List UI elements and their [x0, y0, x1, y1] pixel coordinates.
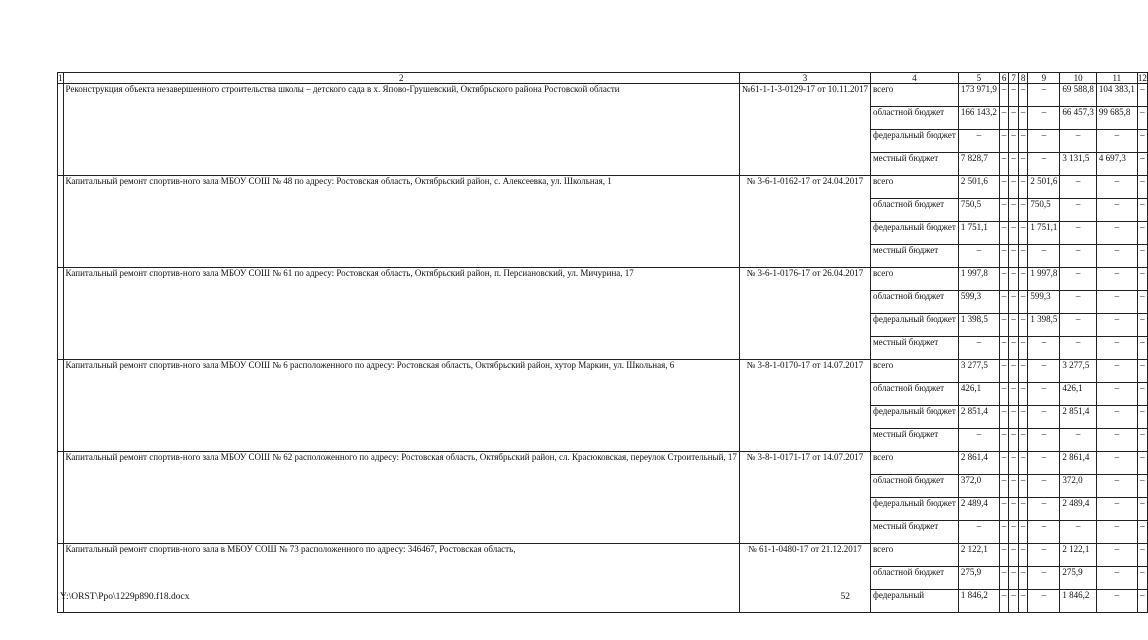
value-cell: –: [1018, 452, 1028, 475]
funding-source-cell: областной бюджет: [870, 567, 958, 590]
value-cell: –: [1028, 521, 1060, 544]
table-row: [58, 360, 1148, 383]
value-cell: –: [1009, 406, 1019, 429]
value-cell: –: [1009, 268, 1019, 291]
funding-source-cell: областной бюджет: [870, 199, 958, 222]
value-cell: 2 489,4: [1060, 498, 1097, 521]
value-cell: –: [1137, 406, 1147, 429]
value-cell: 2 851,4: [1060, 406, 1097, 429]
column-header: 9: [1028, 73, 1060, 84]
footer-page-number: 52: [840, 592, 850, 602]
value-cell: –: [1009, 383, 1019, 406]
column-header: 3: [739, 73, 870, 84]
value-cell: –: [958, 130, 999, 153]
column-header: 5: [958, 73, 999, 84]
value-cell: 2 489,4: [958, 498, 999, 521]
value-cell: –: [999, 429, 1009, 452]
value-cell: 1 997,8: [1028, 268, 1060, 291]
value-cell: –: [1096, 130, 1137, 153]
value-cell: 1 751,1: [958, 222, 999, 245]
value-cell: –: [1096, 176, 1137, 199]
value-cell: 4 697,3: [1096, 153, 1137, 176]
value-cell: –: [1009, 590, 1019, 613]
value-cell: 3 277,5: [1060, 360, 1097, 383]
value-cell: 173 971,9: [958, 84, 999, 107]
value-cell: –: [1018, 268, 1028, 291]
value-cell: –: [1096, 429, 1137, 452]
value-cell: –: [999, 475, 1009, 498]
value-cell: –: [1137, 199, 1147, 222]
value-cell: –: [958, 245, 999, 268]
value-cell: 1 398,5: [958, 314, 999, 337]
funding-source-cell: областной бюджет: [870, 107, 958, 130]
value-cell: –: [1018, 222, 1028, 245]
footer-file-path: Y:\ORST\Ppo\1229p890.f18.docx: [60, 592, 190, 602]
value-cell: –: [1060, 268, 1097, 291]
value-cell: –: [1060, 130, 1097, 153]
funding-source-cell: всего: [870, 84, 958, 107]
value-cell: –: [999, 406, 1009, 429]
value-cell: –: [1009, 498, 1019, 521]
value-cell: –: [1028, 245, 1060, 268]
value-cell: –: [1060, 199, 1097, 222]
funding-source-cell: федеральный бюджет: [870, 222, 958, 245]
funding-source-cell: федеральный бюджет: [870, 314, 958, 337]
value-cell: –: [1009, 222, 1019, 245]
value-cell: –: [999, 130, 1009, 153]
column-header: 10: [1060, 73, 1097, 84]
value-cell: –: [1028, 360, 1060, 383]
value-cell: –: [999, 268, 1009, 291]
value-cell: –: [1137, 268, 1147, 291]
value-cell: 3 277,5: [958, 360, 999, 383]
value-cell: –: [1018, 360, 1028, 383]
value-cell: –: [999, 245, 1009, 268]
value-cell: –: [1018, 199, 1028, 222]
table-row: [58, 84, 1148, 107]
value-cell: –: [1018, 176, 1028, 199]
funding-source-cell: местный бюджет: [870, 245, 958, 268]
object-name-cell: Капитальный ремонт спортив-ного зала МБОУ СОШ № 61 по адресу: Ростовская область, Октябрьский район, п. Персиановский, ул. Мичурина, 17: [63, 268, 739, 360]
value-cell: –: [1096, 268, 1137, 291]
value-cell: 1 846,2: [1060, 590, 1097, 613]
value-cell: –: [1028, 406, 1060, 429]
value-cell: 2 861,4: [1060, 452, 1097, 475]
value-cell: –: [1096, 544, 1137, 567]
value-cell: –: [999, 176, 1009, 199]
value-cell: –: [1137, 567, 1147, 590]
value-cell: –: [1137, 360, 1147, 383]
value-cell: –: [1009, 107, 1019, 130]
value-cell: –: [1028, 130, 1060, 153]
value-cell: 99 685,8: [1096, 107, 1137, 130]
table-row: [58, 176, 1148, 199]
value-cell: –: [1137, 452, 1147, 475]
column-header: 1: [58, 73, 63, 83]
table-row: [58, 452, 1148, 475]
document-cell: №61-1-1-3-0129-17 от 10.11.2017: [739, 84, 870, 176]
value-cell: 69 588,8: [1060, 84, 1097, 107]
value-cell: –: [1018, 521, 1028, 544]
value-cell: –: [1028, 498, 1060, 521]
value-cell: –: [1018, 567, 1028, 590]
value-cell: –: [1009, 84, 1019, 107]
value-cell: 2 122,1: [1060, 544, 1097, 567]
value-cell: –: [1018, 475, 1028, 498]
value-cell: –: [1096, 314, 1137, 337]
value-cell: –: [1028, 153, 1060, 176]
value-cell: –: [1028, 590, 1060, 613]
value-cell: 2 851,4: [958, 406, 999, 429]
funding-source-cell: федеральный бюджет: [870, 130, 958, 153]
value-cell: –: [999, 383, 1009, 406]
value-cell: –: [1028, 107, 1060, 130]
value-cell: –: [1137, 176, 1147, 199]
funding-source-cell: федеральный бюджет: [870, 498, 958, 521]
value-cell: 750,5: [1028, 199, 1060, 222]
funding-source-cell: всего: [870, 452, 958, 475]
funding-source-cell: местный бюджет: [870, 429, 958, 452]
value-cell: –: [1060, 291, 1097, 314]
value-cell: 750,5: [958, 199, 999, 222]
value-cell: –: [1028, 452, 1060, 475]
value-cell: –: [1096, 245, 1137, 268]
value-cell: –: [1137, 498, 1147, 521]
funding-source-cell: всего: [870, 360, 958, 383]
funding-source-cell: федеральный: [870, 590, 958, 613]
funding-source-cell: всего: [870, 176, 958, 199]
value-cell: 426,1: [958, 383, 999, 406]
value-cell: –: [1009, 452, 1019, 475]
funding-source-cell: местный бюджет: [870, 337, 958, 360]
value-cell: –: [1137, 291, 1147, 314]
value-cell: –: [1028, 567, 1060, 590]
funding-source-cell: местный бюджет: [870, 153, 958, 176]
value-cell: –: [1060, 429, 1097, 452]
value-cell: –: [1009, 245, 1019, 268]
value-cell: –: [999, 222, 1009, 245]
value-cell: 66 457,3: [1060, 107, 1097, 130]
value-cell: –: [958, 521, 999, 544]
value-cell: –: [1096, 222, 1137, 245]
value-cell: –: [1096, 498, 1137, 521]
value-cell: –: [1096, 406, 1137, 429]
value-cell: –: [1137, 245, 1147, 268]
value-cell: –: [1137, 222, 1147, 245]
object-name-cell: Капитальный ремонт спортив-ного зала МБОУ СОШ № 62 расположенного по адресу: Ростовская область, Октябрьский район, сл. Красюковская, переулок Строительный, 17: [63, 452, 739, 544]
funding-source-cell: федеральный бюджет: [870, 406, 958, 429]
value-cell: –: [1137, 544, 1147, 567]
value-cell: –: [1018, 130, 1028, 153]
table-row: [58, 544, 1148, 567]
value-cell: –: [1137, 475, 1147, 498]
document-cell: № 3-8-1-0171-17 от 14.07.2017: [739, 452, 870, 544]
value-cell: –: [1028, 475, 1060, 498]
value-cell: 1 398,5: [1028, 314, 1060, 337]
value-cell: 599,3: [1028, 291, 1060, 314]
value-cell: –: [1009, 199, 1019, 222]
value-cell: –: [1009, 291, 1019, 314]
column-header: 2: [63, 73, 739, 84]
value-cell: 2 861,4: [958, 452, 999, 475]
value-cell: –: [1018, 544, 1028, 567]
value-cell: –: [1060, 245, 1097, 268]
funding-source-cell: всего: [870, 268, 958, 291]
value-cell: 166 143,2: [958, 107, 999, 130]
value-cell: –: [1009, 337, 1019, 360]
value-cell: –: [1137, 590, 1147, 613]
value-cell: –: [1009, 314, 1019, 337]
value-cell: –: [1009, 360, 1019, 383]
value-cell: –: [1018, 245, 1028, 268]
value-cell: –: [999, 291, 1009, 314]
value-cell: –: [1137, 429, 1147, 452]
value-cell: –: [1018, 107, 1028, 130]
value-cell: –: [1096, 475, 1137, 498]
budget-table: [57, 72, 1148, 613]
value-cell: 104 383,1: [1096, 84, 1137, 107]
object-name-cell: Капитальный ремонт спортив-ного зала МБОУ СОШ № 6 расположенного по адресу: Ростовская область, Октябрьский район, хутор Маркин, ул. Школьная, 6: [63, 360, 739, 452]
value-cell: 426,1: [1060, 383, 1097, 406]
value-cell: –: [1009, 130, 1019, 153]
value-cell: 1 846,2: [958, 590, 999, 613]
value-cell: –: [999, 153, 1009, 176]
value-cell: –: [1096, 590, 1137, 613]
object-name-cell: Капитальный ремонт спортив-ного зала в МБОУ СОШ № 73 расположенного по адресу: 346467, Ростовская область,: [63, 544, 739, 613]
funding-source-cell: областной бюджет: [870, 475, 958, 498]
value-cell: –: [1137, 521, 1147, 544]
value-cell: 275,9: [958, 567, 999, 590]
value-cell: 372,0: [958, 475, 999, 498]
value-cell: –: [999, 107, 1009, 130]
document-cell: № 3-8-1-0170-17 от 14.07.2017: [739, 360, 870, 452]
value-cell: 1 751,1: [1028, 222, 1060, 245]
funding-source-cell: областной бюджет: [870, 291, 958, 314]
value-cell: –: [1018, 314, 1028, 337]
value-cell: –: [1096, 383, 1137, 406]
value-cell: –: [1028, 337, 1060, 360]
value-cell: 2 122,1: [958, 544, 999, 567]
value-cell: –: [1018, 429, 1028, 452]
value-cell: –: [1009, 429, 1019, 452]
value-cell: –: [958, 337, 999, 360]
value-cell: –: [999, 544, 1009, 567]
value-cell: –: [999, 498, 1009, 521]
value-cell: –: [999, 199, 1009, 222]
value-cell: 1 997,8: [958, 268, 999, 291]
document-cell: № 61-1-0480-17 от 21.12.2017: [739, 544, 870, 613]
value-cell: –: [1096, 521, 1137, 544]
value-cell: –: [1137, 337, 1147, 360]
value-cell: 7 828,7: [958, 153, 999, 176]
value-cell: –: [1009, 544, 1019, 567]
column-header: 7: [1009, 73, 1019, 84]
value-cell: –: [1137, 107, 1147, 130]
value-cell: –: [1060, 521, 1097, 544]
column-header: 6: [999, 73, 1009, 84]
value-cell: –: [1009, 153, 1019, 176]
value-cell: –: [999, 452, 1009, 475]
value-cell: –: [1060, 314, 1097, 337]
value-cell: –: [1096, 567, 1137, 590]
value-cell: 2 501,6: [958, 176, 999, 199]
value-cell: –: [1018, 153, 1028, 176]
value-cell: –: [1060, 222, 1097, 245]
value-cell: –: [1060, 337, 1097, 360]
value-cell: –: [1009, 567, 1019, 590]
value-cell: –: [1018, 590, 1028, 613]
column-header: 11: [1096, 73, 1137, 84]
column-header: 4: [870, 73, 958, 84]
value-cell: –: [999, 84, 1009, 107]
funding-source-cell: местный бюджет: [870, 521, 958, 544]
value-cell: –: [1009, 475, 1019, 498]
value-cell: –: [958, 429, 999, 452]
value-cell: –: [1137, 130, 1147, 153]
value-cell: 2 501,6: [1028, 176, 1060, 199]
value-cell: –: [1018, 498, 1028, 521]
funding-source-cell: всего: [870, 544, 958, 567]
value-cell: 599,3: [958, 291, 999, 314]
document-cell: № 3-6-1-0176-17 от 26.04.2017: [739, 268, 870, 360]
value-cell: –: [999, 521, 1009, 544]
value-cell: –: [1028, 429, 1060, 452]
value-cell: 275,9: [1060, 567, 1097, 590]
funding-source-cell: областной бюджет: [870, 383, 958, 406]
value-cell: –: [1096, 199, 1137, 222]
value-cell: –: [999, 360, 1009, 383]
value-cell: –: [1018, 383, 1028, 406]
value-cell: –: [1028, 84, 1060, 107]
value-cell: –: [1096, 452, 1137, 475]
value-cell: –: [999, 314, 1009, 337]
column-header: 12: [1137, 73, 1147, 83]
value-cell: –: [1018, 406, 1028, 429]
value-cell: 3 131,5: [1060, 153, 1097, 176]
value-cell: –: [1028, 544, 1060, 567]
table-header-row: [58, 73, 1148, 84]
object-name-cell: Капитальный ремонт спортив-ного зала МБОУ СОШ № 48 по адресу: Ростовская область, Октябрьский район, с. Алексеевка, ул. Школьная, 1: [63, 176, 739, 268]
value-cell: –: [1096, 291, 1137, 314]
value-cell: –: [1018, 84, 1028, 107]
value-cell: –: [1028, 383, 1060, 406]
value-cell: –: [1096, 337, 1137, 360]
value-cell: –: [999, 337, 1009, 360]
value-cell: –: [1009, 521, 1019, 544]
value-cell: –: [1018, 291, 1028, 314]
value-cell: –: [1137, 153, 1147, 176]
value-cell: 372,0: [1060, 475, 1097, 498]
document-cell: № 3-6-1-0162-17 от 24.04.2017: [739, 176, 870, 268]
value-cell: –: [999, 590, 1009, 613]
value-cell: –: [1096, 360, 1137, 383]
value-cell: –: [1137, 314, 1147, 337]
value-cell: –: [1137, 383, 1147, 406]
table-body: [58, 84, 1148, 613]
value-cell: –: [1009, 176, 1019, 199]
value-cell: –: [1137, 84, 1147, 107]
table-row: [58, 268, 1148, 291]
value-cell: –: [999, 567, 1009, 590]
value-cell: –: [1018, 337, 1028, 360]
column-header: 8: [1018, 73, 1028, 84]
object-name-cell: Реконструкция объекта незавершенного строительства школы – детского сада в х. Япово-Грушевский, Октябрьского района Ростовской области: [63, 84, 739, 176]
value-cell: –: [1060, 176, 1097, 199]
